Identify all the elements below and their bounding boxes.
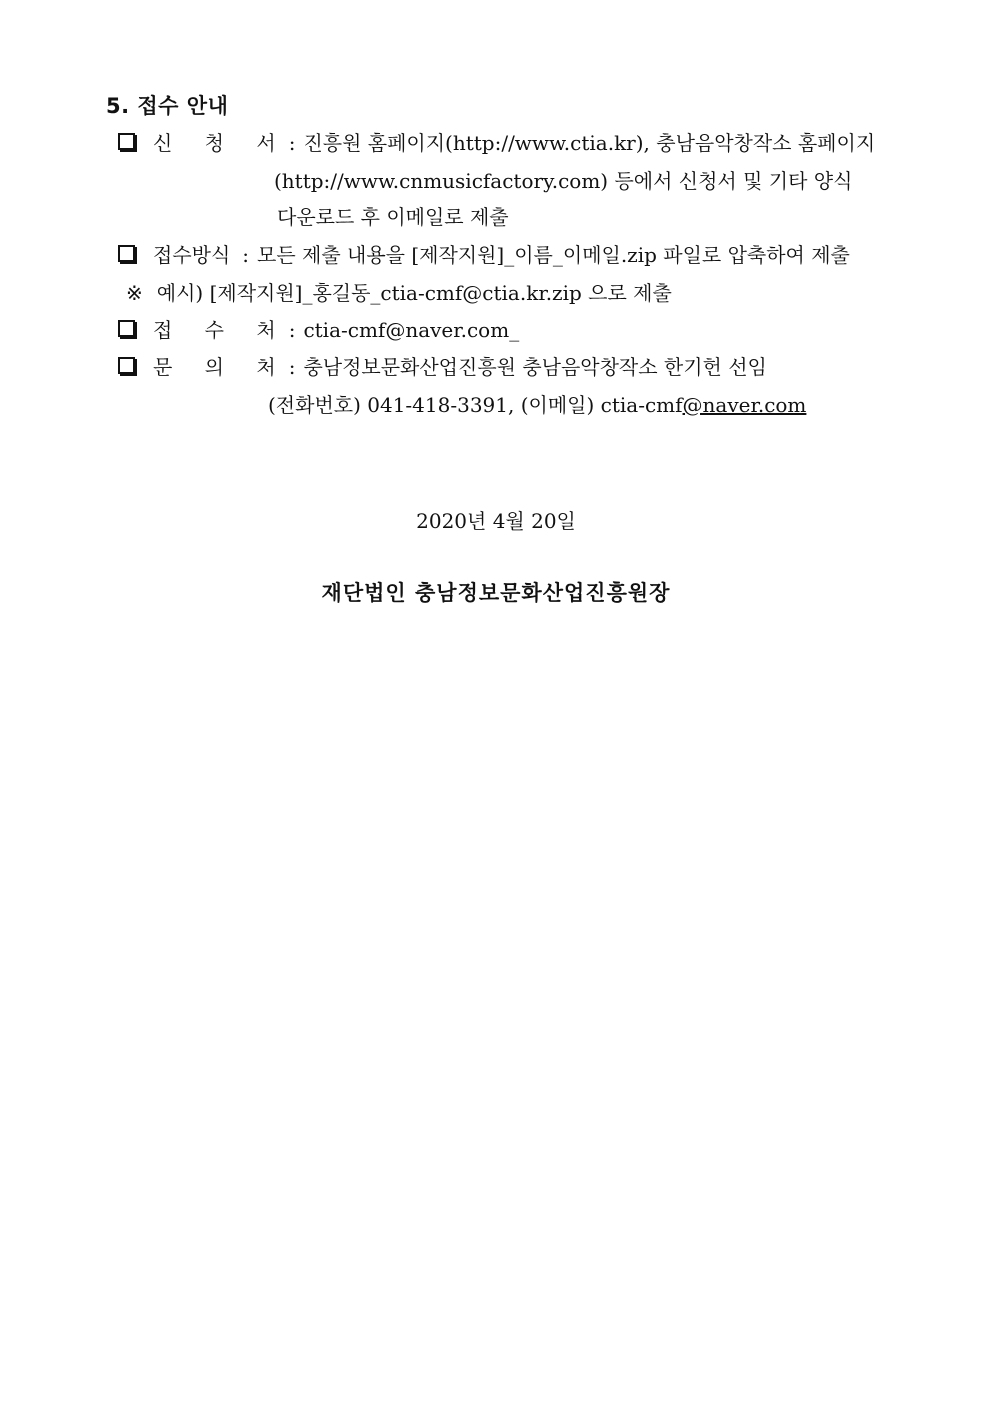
method-label: 접수방식 bbox=[153, 243, 231, 267]
item-contact bbox=[118, 355, 767, 379]
checkbox-icon bbox=[118, 357, 135, 374]
application-text-line1: 진흥원 홈페이지(http://www.ctia.kr), 충남음악창작소 홈페이지 bbox=[303, 131, 876, 155]
checkbox-icon bbox=[118, 133, 135, 150]
application-label: 신 청 서 bbox=[153, 131, 289, 155]
method-text: 모든 제출 내용을 [제작지원]_이름_이메일.zip 파일로 압축하여 제출 bbox=[257, 243, 850, 267]
contact-text-line2 bbox=[268, 393, 806, 417]
item-receiver bbox=[118, 318, 519, 342]
section-heading: 5. 접수 안내 bbox=[106, 94, 229, 118]
checkbox-icon bbox=[118, 320, 135, 337]
item-application bbox=[118, 131, 875, 155]
colon: : bbox=[288, 318, 296, 342]
colon: : bbox=[288, 355, 296, 379]
item-method bbox=[118, 243, 850, 267]
application-text-line3: 다운로드 후 이메일로 제출 bbox=[277, 205, 509, 229]
reference-mark-icon: ※ bbox=[126, 281, 143, 305]
receiver-email: ctia-cmf@naver.com_ bbox=[303, 318, 520, 342]
application-text-line2: (http://www.cnmusicfactory.com) 등에서 신청서 및 기타 양식 bbox=[274, 169, 853, 193]
issuer-name: 재단법인 충남정보문화산업진흥원장 bbox=[321, 581, 671, 605]
colon: : bbox=[288, 131, 296, 155]
note-text: 예시) [제작지원]_홍길동_ctia-cmf@ctia.kr.zip 으로 제출 bbox=[156, 281, 672, 305]
colon: : bbox=[242, 243, 250, 267]
contact-text-line1: 충남정보문화산업진흥원 충남음악창작소 한기헌 선임 bbox=[303, 355, 767, 379]
note-example bbox=[126, 281, 672, 305]
checkbox-icon bbox=[118, 245, 135, 262]
contact-label: 문 의 처 bbox=[153, 355, 289, 379]
issue-date: 2020년 4월 20일 bbox=[416, 509, 576, 533]
receiver-label: 접 수 처 bbox=[153, 318, 289, 342]
contact-email-link[interactable]: @naver.com bbox=[682, 393, 807, 417]
contact-phone-email: (전화번호) 041-418-3391, (이메일) ctia-cmf bbox=[268, 393, 683, 417]
